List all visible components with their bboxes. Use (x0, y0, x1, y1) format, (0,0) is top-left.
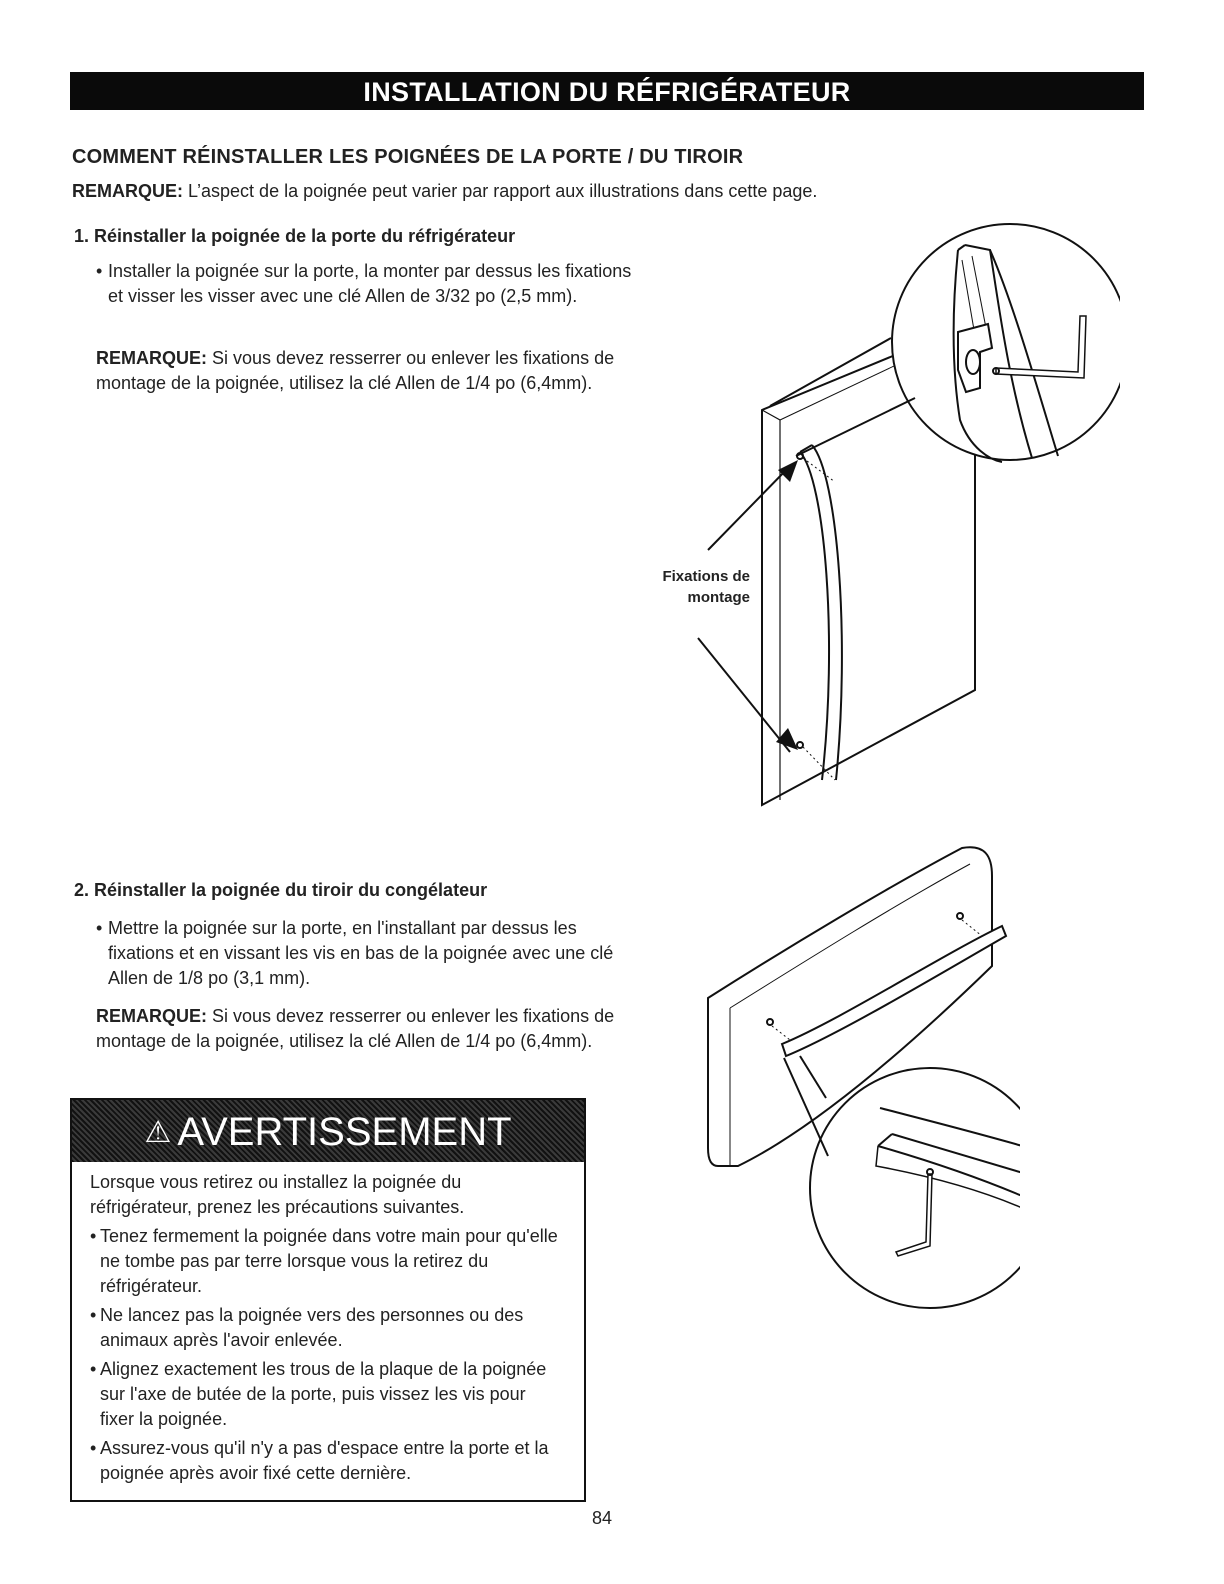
top-note (72, 181, 817, 202)
step1-remark-label: REMARQUE: (96, 348, 207, 368)
section-title: COMMENT RÉINSTALLER LES POIGNÉES DE LA PORTE / DU TIROIR (72, 146, 744, 168)
step2-remark (96, 1004, 636, 1054)
warning-box (70, 1098, 586, 1502)
warning-item: • Alignez exactement les trous de la plaque de la poignée sur l'axe de butée de la porte, puis vissez les vis pour fixer la poignée. (90, 1359, 547, 1429)
step2-bullet: • Mettre la poignée sur la porte, en l'installant par dessus les fixations et en vissant les vis en bas de la poignée avec une clé Allen de 1/8 po (3,1 mm). (96, 918, 614, 988)
drawer-handle-illustration (700, 836, 1020, 1316)
warning-item-text: Tenez fermement la poignée dans votre main pour qu'elle ne tombe pas par terre lorsque vous la retirez du réfrigérateur. (100, 1226, 558, 1296)
step1-bullet: • Installer la poignée sur la porte, la monter par dessus les fixations et visser les visser avec une clé Allen de 3/32 po (2,5 mm). (96, 261, 632, 306)
step1-remark (96, 346, 636, 396)
step2-remark-label: REMARQUE: (96, 1006, 207, 1026)
warning-triangle-icon: ⚠ (144, 1116, 172, 1149)
step2-heading: 2. Réinstaller la poignée du tiroir du congélateur (74, 880, 488, 900)
step1-remark-text: Si vous devez resserrer ou enlever les fixations de montage de la poignée, utilisez la clé Allen de 1/4 po (6,4mm). (96, 348, 615, 393)
door-handle-illustration (640, 220, 1120, 820)
warning-item: • Tenez fermement la poignée dans votre main pour qu'elle ne tombe pas par terre lorsque vous la retirez du réfrigérateur. (90, 1226, 558, 1296)
warning-title: AVERTISSEMENT (177, 1110, 512, 1154)
warning-item-text: Ne lancez pas la poignée vers des personnes ou des animaux après l'avoir enlevée. (100, 1305, 524, 1350)
step1-heading: 1. Réinstaller la poignée de la porte du réfrigérateur (74, 226, 516, 246)
warning-intro: Lorsque vous retirez ou installez la poignée du réfrigérateur, prenez les précautions suivantes. (90, 1172, 465, 1217)
callout-line2: montage (687, 589, 750, 606)
warning-item: • Assurez-vous qu'il n'y a pas d'espace entre la porte et la poignée après avoir fixé cette dernière. (90, 1438, 549, 1483)
warning-item-text: Assurez-vous qu'il n'y a pas d'espace entre la porte et la poignée après avoir fixé cette dernière. (100, 1438, 549, 1483)
step1-bullet-text: Installer la poignée sur la porte, la monter par dessus les fixations et visser les visser avec une clé Allen de 3/32 po (2,5 mm). (108, 261, 632, 306)
step2-remark-text: Si vous devez resserrer ou enlever les fixations de montage de la poignée, utilisez la clé Allen de 1/4 po (6,4mm). (96, 1006, 615, 1051)
note-label: REMARQUE: (72, 181, 183, 201)
page-number: 84 (592, 1508, 613, 1528)
warning-item-text: Alignez exactement les trous de la plaque de la poignée sur l'axe de butée de la porte, puis vissez les vis pour fixer la poignée. (100, 1359, 547, 1429)
note-text: L’aspect de la poignée peut varier par rapport aux illustrations dans cette page. (183, 181, 818, 201)
warning-body (90, 1170, 560, 1486)
mounting-fasteners-callout (600, 566, 750, 608)
page-banner: INSTALLATION DU RÉFRIGÉRATEUR (70, 72, 1144, 110)
callout-line1: Fixations de (662, 568, 750, 585)
warning-item: • Ne lancez pas la poignée vers des personnes ou des animaux après l'avoir enlevée. (90, 1305, 524, 1350)
warning-header (72, 1100, 584, 1162)
step2-bullet-text: Mettre la poignée sur la porte, en l'installant par dessus les fixations et en vissant les vis en bas de la poignée avec une clé Allen de 1/8 po (3,1 mm). (108, 918, 614, 988)
